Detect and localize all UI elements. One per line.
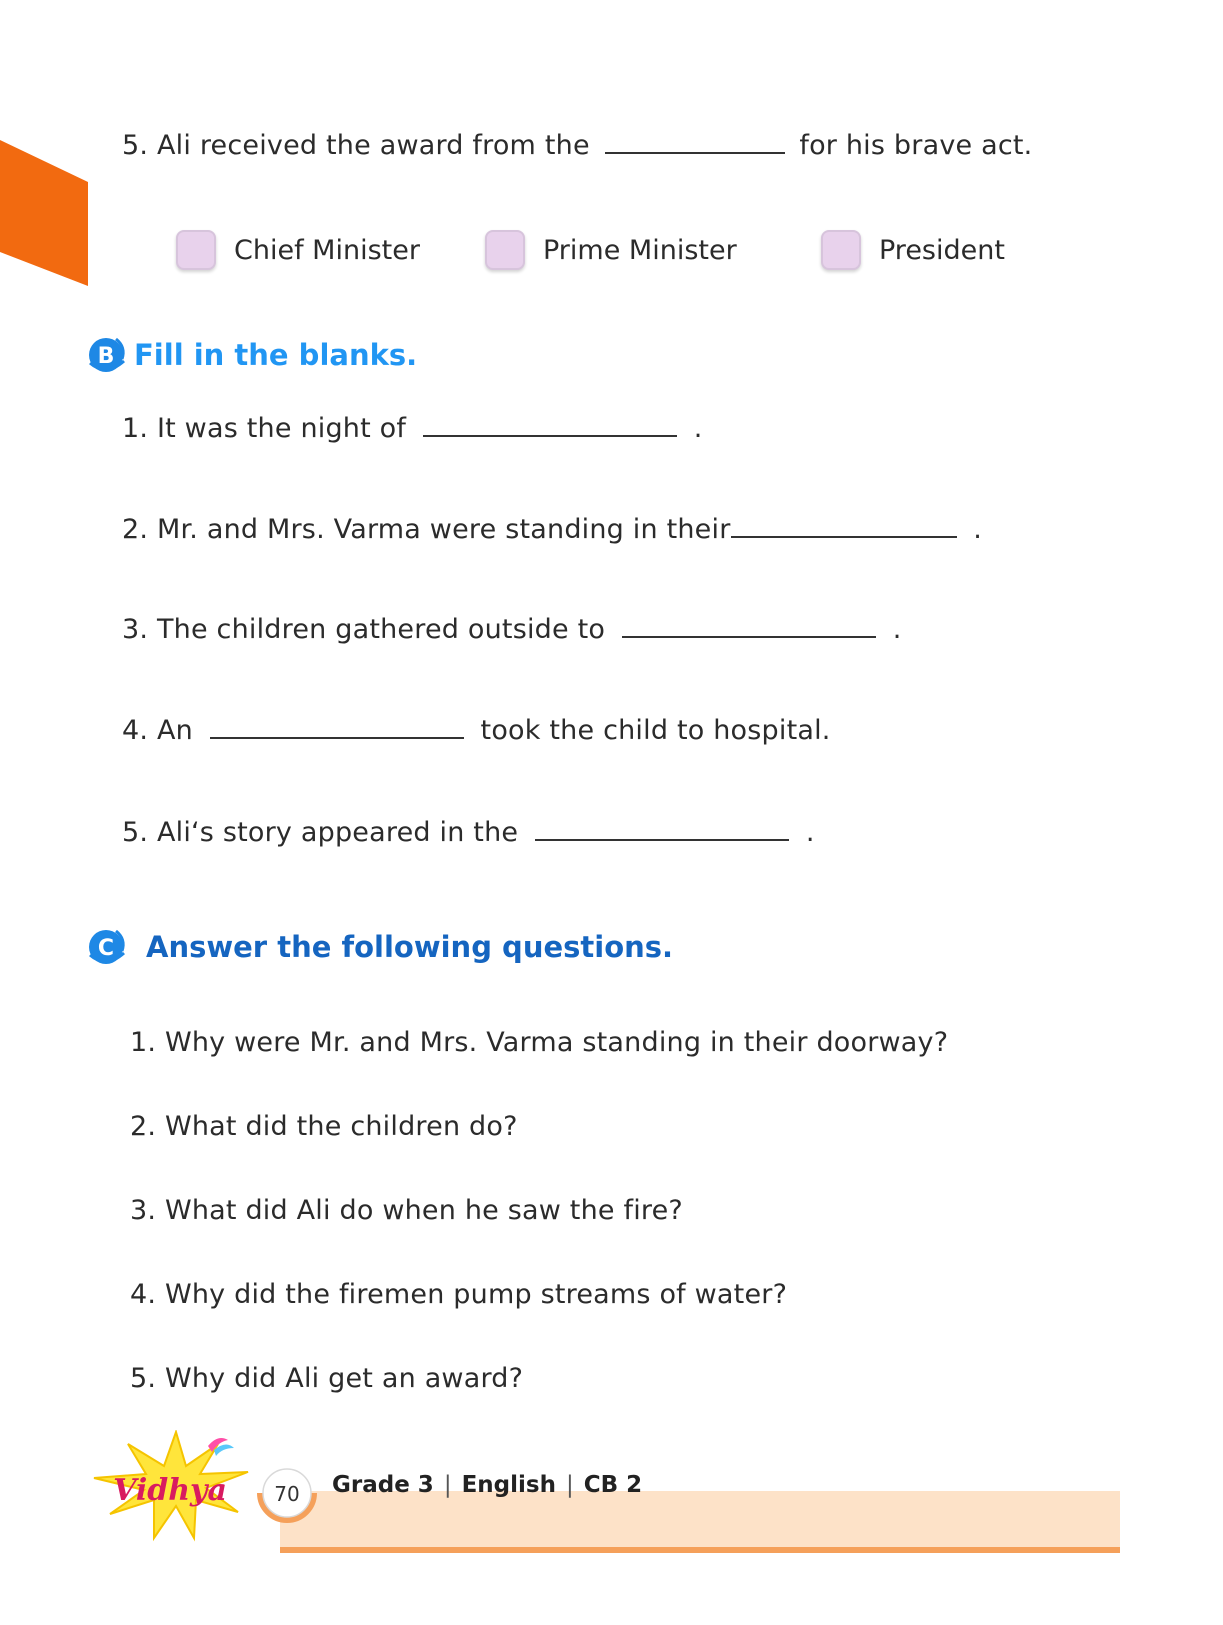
item-text-after: . [973, 514, 983, 545]
question-c-1: 1. Why were Mr. and Mrs. Varma standing in their doorway? [130, 1027, 949, 1058]
item-text-before: 5. Ali‘s story appeared in the [122, 817, 519, 848]
item-text-before: 2. Mr. and Mrs. Varma were standing in their [122, 514, 731, 545]
item-text-after: . [805, 817, 815, 848]
fill-blank-item-4 [122, 715, 831, 746]
section-c-letter: C [97, 936, 115, 961]
page-number-badge [254, 1460, 326, 1526]
answer-blank[interactable] [423, 433, 677, 437]
section-c-badge-icon [86, 925, 128, 969]
section-c-title: Answer the following questions. [146, 930, 674, 964]
section-c-heading [86, 925, 673, 969]
section-b-heading [86, 333, 417, 377]
option-checkbox[interactable] [821, 230, 861, 270]
answer-blank[interactable] [622, 634, 876, 638]
question-c-4: 4. Why did the firemen pump streams of water? [130, 1279, 788, 1310]
footer-book: CB 2 [583, 1472, 643, 1498]
answer-blank[interactable] [535, 837, 789, 841]
option-label: Chief Minister [234, 234, 420, 266]
section-b-letter: B [97, 344, 115, 369]
answer-blank[interactable] [210, 735, 464, 739]
fill-blank-item-2 [122, 514, 982, 545]
question-c-2: 2. What did the children do? [130, 1111, 518, 1142]
page-number: 70 [274, 1482, 300, 1506]
question-c-5: 5. Why did Ali get an award? [130, 1363, 524, 1394]
footer-separator: | [443, 1472, 452, 1498]
item-text-after: . [693, 413, 703, 444]
question-c-3: 3. What did Ali do when he saw the fire? [130, 1195, 683, 1226]
answer-blank[interactable] [731, 534, 957, 538]
option-checkbox[interactable] [485, 230, 525, 270]
option-chief-minister[interactable] [176, 230, 420, 270]
option-label: Prime Minister [543, 234, 737, 266]
section-b-badge-icon [86, 333, 128, 377]
orange-corner-tab [0, 140, 90, 290]
footer-grade: Grade 3 [332, 1472, 434, 1498]
item-text-before: 4. An [122, 715, 193, 746]
section-b-title: Fill in the blanks. [134, 338, 418, 372]
option-president[interactable] [821, 230, 1005, 270]
question-number: 5. [122, 130, 149, 161]
footer-book-info [332, 1472, 642, 1498]
answer-blank[interactable] [605, 150, 785, 154]
item-text-after: took the child to hospital. [480, 715, 831, 746]
footer-bar [280, 1491, 1120, 1553]
question-text-before: Ali received the award from the [156, 130, 590, 161]
footer-separator: | [565, 1472, 574, 1498]
vidhya-logo [88, 1430, 268, 1542]
item-text-before: 3. The children gathered outside to [122, 614, 606, 645]
question-text-after: for his brave act. [799, 130, 1033, 161]
fill-blank-item-3 [122, 614, 902, 645]
fill-blank-item-1 [122, 413, 703, 444]
fill-blank-item-5 [122, 817, 815, 848]
option-prime-minister[interactable] [485, 230, 737, 270]
option-label: President [879, 234, 1005, 266]
logo-text: Vidhya [113, 1473, 227, 1508]
item-text-after: . [892, 614, 902, 645]
item-text-before: 1. It was the night of [122, 413, 407, 444]
footer-subject: English [461, 1472, 556, 1498]
option-checkbox[interactable] [176, 230, 216, 270]
question-a5 [122, 130, 1032, 161]
